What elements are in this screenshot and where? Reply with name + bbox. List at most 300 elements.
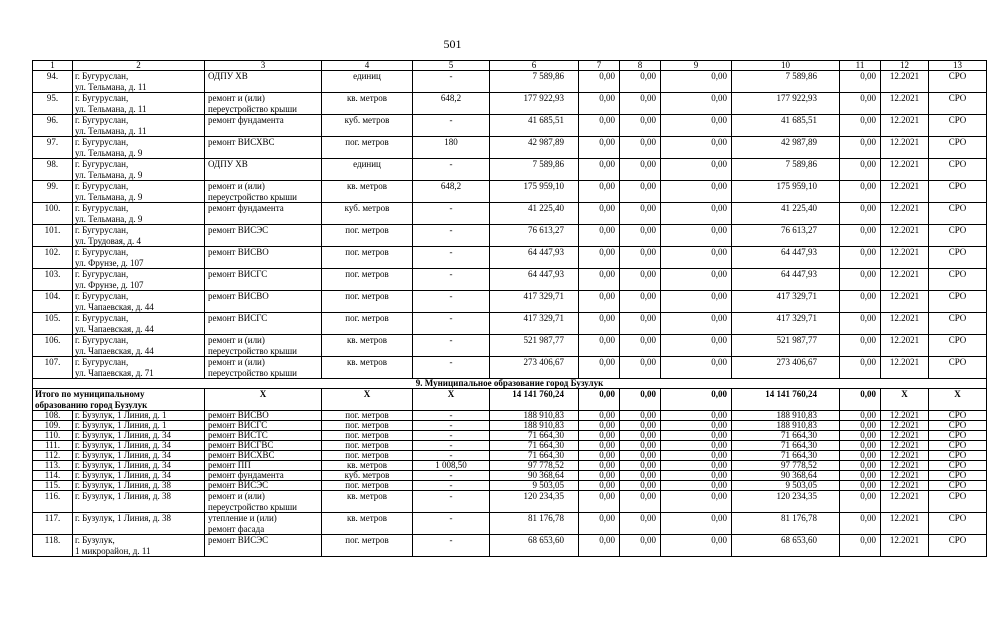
value-cell: 0,00 (840, 471, 881, 481)
row-number: 103. (33, 269, 73, 291)
table-row (33, 471, 987, 481)
fund-cost-cell: 7 589,86 (732, 71, 840, 93)
cell-line: ул. Тельмана, д. 11 (75, 125, 147, 136)
cell-line: переустройство крыши (208, 103, 297, 114)
value-cell: 0,00 (620, 431, 661, 441)
cell-line: г. Бузулук, 1 Линия, д. 38 (75, 480, 171, 490)
cell-line: г. Бузулук, 1 Линия, д. 38 (75, 513, 171, 523)
table-row (33, 181, 987, 203)
total-cost-cell: 41 685,51 (490, 115, 579, 137)
cell-line: ул. Фрунзе, д. 107 (75, 279, 144, 290)
table-row (33, 71, 987, 93)
work-type-cell (205, 291, 322, 313)
column-number-header: 1 (33, 61, 73, 71)
address-cell (73, 535, 205, 557)
value-cell: 0,00 (840, 451, 881, 461)
value-cell: 0,00 (661, 421, 732, 431)
value-cell: 0,00 (840, 441, 881, 451)
total-value-cell: 14 141 760,24 (732, 389, 840, 411)
fund-cost-cell: 120 234,35 (732, 491, 840, 513)
work-type-cell (205, 93, 322, 115)
unit-cell: пог. метров (322, 411, 413, 421)
column-number-header: 11 (840, 61, 881, 71)
cell-line: ремонт фундамента (208, 203, 284, 213)
cell-line: г. Бузулук, 1 Линия, д. 38 (75, 491, 171, 501)
method-cell: СРО (929, 461, 987, 471)
value-cell: 0,00 (840, 357, 881, 379)
fund-cost-cell: 41 685,51 (732, 115, 840, 137)
method-cell: СРО (929, 291, 987, 313)
row-number: 116. (33, 491, 73, 513)
row-number: 113. (33, 461, 73, 471)
cell-line: ремонт ВИСЭС (208, 535, 269, 545)
cell-line: образованию город Бузулук (35, 399, 148, 410)
method-cell: СРО (929, 441, 987, 451)
cell-line: ремонт ВИСГС (208, 313, 268, 323)
table-row (33, 225, 987, 247)
cell-line: ул. Тельмана, д. 9 (75, 213, 143, 224)
cell-line: ул. Чапаевская, д. 44 (75, 323, 154, 334)
unit-cell: кв. метров (322, 491, 413, 513)
total-cost-cell: 68 653,60 (490, 535, 579, 557)
quantity-cell: - (413, 481, 490, 491)
unit-cell: куб. метров (322, 115, 413, 137)
cell-line: ремонт и (или) (208, 491, 265, 501)
value-cell: 0,00 (661, 481, 732, 491)
row-number: 101. (33, 225, 73, 247)
value-cell: 0,00 (661, 411, 732, 421)
cell-line: ремонт и (или) (208, 357, 265, 367)
value-cell: 0,00 (579, 431, 620, 441)
row-number: 109. (33, 421, 73, 431)
table-row (33, 451, 987, 461)
repair-plan-table (32, 60, 987, 557)
value-cell: 0,00 (661, 471, 732, 481)
value-cell: 0,00 (579, 247, 620, 269)
table-row (33, 421, 987, 431)
fund-cost-cell: 9 503,05 (732, 481, 840, 491)
column-number-header: 4 (322, 61, 413, 71)
value-cell: 0,00 (620, 471, 661, 481)
fund-cost-cell: 76 613,27 (732, 225, 840, 247)
value-cell: 0,00 (661, 431, 732, 441)
cell-line: г. Бугуруслан, (75, 71, 129, 81)
unit-cell: пог. метров (322, 431, 413, 441)
fund-cost-cell: 81 176,78 (732, 513, 840, 535)
cell-line: г. Бузулук, 1 Линия, д. 34 (75, 450, 171, 460)
date-cell: 12.2021 (881, 181, 929, 203)
row-number: 110. (33, 431, 73, 441)
unit-cell: куб. метров (322, 471, 413, 481)
date-cell: 12.2021 (881, 313, 929, 335)
value-cell: 0,00 (620, 481, 661, 491)
value-cell: 0,00 (579, 181, 620, 203)
address-cell (73, 441, 205, 451)
work-type-cell (205, 451, 322, 461)
value-cell: 0,00 (579, 71, 620, 93)
row-number: 115. (33, 481, 73, 491)
value-cell: 0,00 (661, 159, 732, 181)
value-cell: 0,00 (840, 421, 881, 431)
address-cell (73, 411, 205, 421)
value-cell: 0,00 (579, 481, 620, 491)
total-row (33, 389, 987, 411)
value-cell: 0,00 (661, 491, 732, 513)
column-number-header: 12 (881, 61, 929, 71)
value-cell: 0,00 (579, 513, 620, 535)
value-cell: 0,00 (661, 291, 732, 313)
cell-line: ремонт ВИСГВС (208, 440, 274, 450)
value-cell: 0,00 (661, 181, 732, 203)
value-cell: 0,00 (579, 313, 620, 335)
work-type-cell (205, 71, 322, 93)
address-cell (73, 357, 205, 379)
fund-cost-cell: 64 447,93 (732, 269, 840, 291)
page-number: 501 (443, 37, 462, 51)
address-cell (73, 225, 205, 247)
column-number-header: 13 (929, 61, 987, 71)
unit-cell: кв. метров (322, 181, 413, 203)
total-cost-cell: 71 664,30 (490, 451, 579, 461)
table-row (33, 93, 987, 115)
row-number: 95. (33, 93, 73, 115)
unit-cell: пог. метров (322, 291, 413, 313)
value-cell: 0,00 (579, 535, 620, 557)
value-cell: 0,00 (620, 441, 661, 451)
fund-cost-cell: 7 589,86 (732, 159, 840, 181)
cell-line: ремонт ВИСВО (208, 291, 269, 301)
total-cost-cell: 81 176,78 (490, 513, 579, 535)
address-cell (73, 491, 205, 513)
method-cell: СРО (929, 481, 987, 491)
table-row (33, 137, 987, 159)
cell-line: ремонт ВИСЭС (208, 225, 269, 235)
fund-cost-cell: 41 225,40 (732, 203, 840, 225)
address-cell (73, 513, 205, 535)
fund-cost-cell: 521 987,77 (732, 335, 840, 357)
date-cell: 12.2021 (881, 357, 929, 379)
method-cell: СРО (929, 269, 987, 291)
date-cell: 12.2021 (881, 471, 929, 481)
method-cell: СРО (929, 181, 987, 203)
cell-line: переустройство крыши (208, 501, 297, 512)
address-cell (73, 335, 205, 357)
fund-cost-cell: 68 653,60 (732, 535, 840, 557)
cell-line: ремонт и (или) (208, 181, 265, 191)
cell-line: ремонт ПП (208, 460, 251, 470)
value-cell: 0,00 (840, 71, 881, 93)
quantity-cell: - (413, 451, 490, 461)
cell-line: ул. Чапаевская, д. 44 (75, 345, 154, 356)
column-number-header: 7 (579, 61, 620, 71)
cell-line: ул. Трудовая, д. 4 (75, 235, 141, 246)
value-cell: 0,00 (661, 441, 732, 451)
date-cell: 12.2021 (881, 461, 929, 471)
total-cost-cell: 76 613,27 (490, 225, 579, 247)
work-type-cell (205, 431, 322, 441)
cell-line: ул. Тельмана, д. 9 (75, 191, 143, 202)
method-cell: СРО (929, 247, 987, 269)
total-value-cell: 0,00 (620, 389, 661, 411)
work-type-cell (205, 247, 322, 269)
row-number: 97. (33, 137, 73, 159)
quantity-cell: 180 (413, 137, 490, 159)
quantity-cell: - (413, 203, 490, 225)
total-label (33, 389, 205, 411)
value-cell: 0,00 (661, 461, 732, 471)
value-cell: 0,00 (840, 247, 881, 269)
work-type-cell (205, 357, 322, 379)
unit-cell: единиц (322, 71, 413, 93)
value-cell: 0,00 (620, 247, 661, 269)
work-type-cell (205, 491, 322, 513)
fund-cost-cell: 417 329,71 (732, 291, 840, 313)
cell-line: ремонт ВИСХВС (208, 137, 275, 147)
value-cell: 0,00 (620, 269, 661, 291)
row-number: 102. (33, 247, 73, 269)
value-cell: 0,00 (620, 71, 661, 93)
cell-line: г. Бугуруслан, (75, 181, 129, 191)
value-cell: 0,00 (579, 451, 620, 461)
method-cell: СРО (929, 535, 987, 557)
cell-line: ремонт ВИСГС (208, 269, 268, 279)
address-cell (73, 203, 205, 225)
quantity-cell: - (413, 335, 490, 357)
column-number-header: 5 (413, 61, 490, 71)
address-cell (73, 471, 205, 481)
value-cell: 0,00 (661, 225, 732, 247)
quantity-cell: - (413, 421, 490, 431)
total-cost-cell: 273 406,67 (490, 357, 579, 379)
date-cell: 12.2021 (881, 225, 929, 247)
work-type-cell (205, 203, 322, 225)
cell-line: г. Бузулук, (75, 535, 115, 545)
total-cost-cell: 188 910,83 (490, 411, 579, 421)
work-type-cell (205, 115, 322, 137)
total-cost-cell: 9 503,05 (490, 481, 579, 491)
cell-line: ОДПУ ХВ (208, 159, 248, 169)
header-row (33, 61, 987, 71)
method-cell: СРО (929, 491, 987, 513)
total-cost-cell: 97 778,52 (490, 461, 579, 471)
method-cell: СРО (929, 421, 987, 431)
fund-cost-cell: 273 406,67 (732, 357, 840, 379)
table-row (33, 247, 987, 269)
value-cell: 0,00 (840, 115, 881, 137)
method-cell: СРО (929, 513, 987, 535)
value-cell: 0,00 (579, 93, 620, 115)
quantity-cell: 1 008,50 (413, 461, 490, 471)
cell-line: г. Бугуруслан, (75, 225, 129, 235)
method-cell: СРО (929, 431, 987, 441)
value-cell: 0,00 (620, 513, 661, 535)
cell-line: ремонт фундамента (208, 115, 284, 125)
total-cost-cell: 120 234,35 (490, 491, 579, 513)
value-cell: 0,00 (840, 93, 881, 115)
cell-line: г. Бугуруслан, (75, 313, 129, 323)
value-cell: 0,00 (840, 203, 881, 225)
value-cell: 0,00 (620, 203, 661, 225)
cell-line: ул. Чапаевская, д. 71 (75, 367, 154, 378)
table-row (33, 535, 987, 557)
value-cell: 0,00 (661, 451, 732, 461)
cell-line: г. Бузулук, 1 Линия, д. 34 (75, 440, 171, 450)
cell-line: г. Бугуруслан, (75, 357, 129, 367)
cell-line: ремонт ВИСВО (208, 410, 269, 420)
fund-cost-cell: 71 664,30 (732, 441, 840, 451)
column-number-header: 10 (732, 61, 840, 71)
value-cell: 0,00 (579, 491, 620, 513)
cell-line: ремонт ВИСЭС (208, 480, 269, 490)
total-cost-cell: 71 664,30 (490, 441, 579, 451)
total-value-cell: 0,00 (840, 389, 881, 411)
work-type-cell (205, 181, 322, 203)
method-cell: СРО (929, 357, 987, 379)
value-cell: 0,00 (840, 313, 881, 335)
value-cell: 0,00 (840, 335, 881, 357)
quantity-cell: - (413, 159, 490, 181)
method-cell: СРО (929, 203, 987, 225)
cell-line: ремонт и (или) (208, 335, 265, 345)
value-cell: 0,00 (661, 93, 732, 115)
work-type-cell (205, 269, 322, 291)
cell-line: г. Бузулук, 1 Линия, д. 1 (75, 410, 167, 420)
value-cell: 0,00 (620, 291, 661, 313)
column-number-header: 6 (490, 61, 579, 71)
total-value-cell: X (413, 389, 490, 411)
date-cell: 12.2021 (881, 115, 929, 137)
date-cell: 12.2021 (881, 491, 929, 513)
total-value-cell: X (929, 389, 987, 411)
table-row (33, 115, 987, 137)
method-cell: СРО (929, 411, 987, 421)
unit-cell: пог. метров (322, 451, 413, 461)
total-cost-cell: 90 368,64 (490, 471, 579, 481)
value-cell: 0,00 (579, 137, 620, 159)
row-number: 112. (33, 451, 73, 461)
work-type-cell (205, 461, 322, 471)
value-cell: 0,00 (579, 411, 620, 421)
fund-cost-cell: 42 987,89 (732, 137, 840, 159)
fund-cost-cell: 177 922,93 (732, 93, 840, 115)
cell-line: утепление и (или) (208, 513, 277, 523)
value-cell: 0,00 (620, 421, 661, 431)
value-cell: 0,00 (840, 431, 881, 441)
value-cell: 0,00 (661, 269, 732, 291)
value-cell: 0,00 (579, 269, 620, 291)
quantity-cell: - (413, 71, 490, 93)
cell-line: г. Бугуруслан, (75, 247, 129, 257)
unit-cell: пог. метров (322, 225, 413, 247)
value-cell: 0,00 (620, 137, 661, 159)
value-cell: 0,00 (661, 357, 732, 379)
table-row (33, 159, 987, 181)
work-type-cell (205, 535, 322, 557)
unit-cell: пог. метров (322, 535, 413, 557)
cell-line: ул. Тельмана, д. 9 (75, 147, 143, 158)
value-cell: 0,00 (840, 181, 881, 203)
table-row (33, 513, 987, 535)
cell-line: г. Бугуруслан, (75, 159, 129, 169)
unit-cell: пог. метров (322, 137, 413, 159)
value-cell: 0,00 (620, 491, 661, 513)
row-number: 106. (33, 335, 73, 357)
total-cost-cell: 71 664,30 (490, 431, 579, 441)
cell-line: ремонт ВИСГС (208, 420, 268, 430)
unit-cell: кв. метров (322, 461, 413, 471)
unit-cell: пог. метров (322, 441, 413, 451)
date-cell: 12.2021 (881, 291, 929, 313)
row-number: 94. (33, 71, 73, 93)
date-cell: 12.2021 (881, 535, 929, 557)
value-cell: 0,00 (620, 535, 661, 557)
cell-line: ремонт фасада (208, 523, 265, 534)
value-cell: 0,00 (620, 451, 661, 461)
address-cell (73, 181, 205, 203)
date-cell: 12.2021 (881, 513, 929, 535)
total-cost-cell: 41 225,40 (490, 203, 579, 225)
work-type-cell (205, 225, 322, 247)
value-cell: 0,00 (661, 203, 732, 225)
value-cell: 0,00 (840, 159, 881, 181)
date-cell: 12.2021 (881, 431, 929, 441)
total-cost-cell: 64 447,93 (490, 247, 579, 269)
table-row (33, 335, 987, 357)
value-cell: 0,00 (579, 159, 620, 181)
method-cell: СРО (929, 471, 987, 481)
address-cell (73, 431, 205, 441)
table-row (33, 491, 987, 513)
address-cell (73, 291, 205, 313)
method-cell: СРО (929, 93, 987, 115)
row-number: 114. (33, 471, 73, 481)
quantity-cell: 648,2 (413, 181, 490, 203)
cell-line: г. Бугуруслан, (75, 115, 129, 125)
total-cost-cell: 188 910,83 (490, 421, 579, 431)
row-number: 96. (33, 115, 73, 137)
unit-cell: пог. метров (322, 421, 413, 431)
cell-line: ОДПУ ХВ (208, 71, 248, 81)
cell-line: ремонт фундамента (208, 470, 284, 480)
address-cell (73, 461, 205, 471)
total-cost-cell: 7 589,86 (490, 159, 579, 181)
fund-cost-cell: 188 910,83 (732, 421, 840, 431)
date-cell: 12.2021 (881, 159, 929, 181)
value-cell: 0,00 (661, 137, 732, 159)
quantity-cell: - (413, 411, 490, 421)
value-cell: 0,00 (579, 225, 620, 247)
table-row (33, 431, 987, 441)
value-cell: 0,00 (840, 535, 881, 557)
fund-cost-cell: 417 329,71 (732, 313, 840, 335)
unit-cell: пог. метров (322, 481, 413, 491)
fund-cost-cell: 90 368,64 (732, 471, 840, 481)
cell-line: г. Бугуруслан, (75, 335, 129, 345)
cell-line: г. Бугуруслан, (75, 137, 129, 147)
row-number: 105. (33, 313, 73, 335)
method-cell: СРО (929, 137, 987, 159)
value-cell: 0,00 (579, 421, 620, 431)
total-cost-cell: 64 447,93 (490, 269, 579, 291)
date-cell: 12.2021 (881, 137, 929, 159)
unit-cell: пог. метров (322, 313, 413, 335)
work-type-cell (205, 159, 322, 181)
work-type-cell (205, 335, 322, 357)
value-cell: 0,00 (620, 159, 661, 181)
value-cell: 0,00 (840, 411, 881, 421)
total-value-cell: X (881, 389, 929, 411)
value-cell: 0,00 (661, 247, 732, 269)
